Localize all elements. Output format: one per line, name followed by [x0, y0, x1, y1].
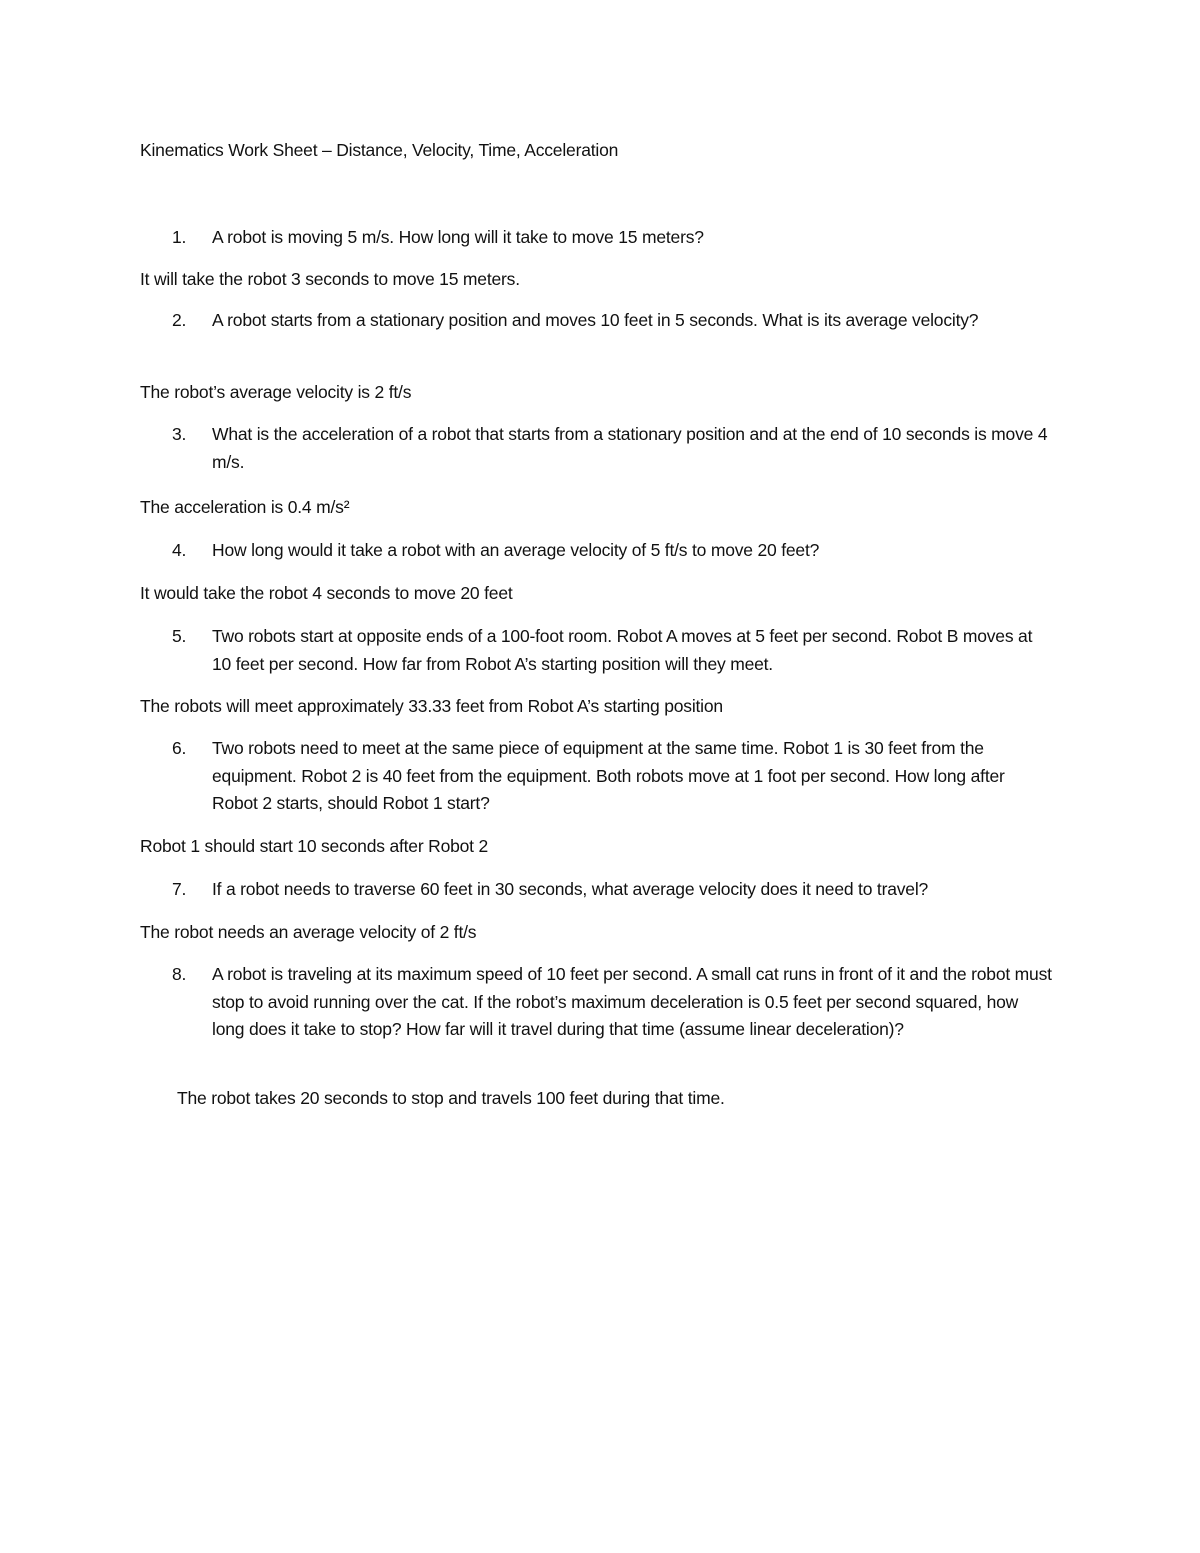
answer-3: The acceleration is 0.4 m/s² [140, 497, 350, 517]
page-title: Kinematics Work Sheet – Distance, Velocity, Time, Acceleration [140, 140, 619, 160]
question-text: If a robot needs to traverse 60 feet in 30 seconds, what average velocity does it need to travel? [212, 879, 929, 899]
answer-5: The robots will meet approximately 33.33 feet from Robot A’s starting position [140, 696, 723, 716]
question-text: What is the acceleration of a robot that starts from a stationary position and at the end of 10 seconds is move 4 m/s. [212, 424, 1048, 472]
question-5 [172, 623, 1052, 678]
question-6 [172, 735, 1052, 818]
answer-4: It would take the robot 4 seconds to move 20 feet [140, 583, 513, 603]
answer-8: The robot takes 20 seconds to stop and travels 100 feet during that time. [177, 1088, 725, 1108]
answer-6: Robot 1 should start 10 seconds after Robot 2 [140, 836, 489, 856]
question-8 [172, 961, 1052, 1044]
question-4 [172, 537, 1052, 565]
question-3 [172, 421, 1052, 476]
question-text: A robot is traveling at its maximum speed of 10 feet per second. A small cat runs in front of it and the robot must stop to avoid running over the cat. If the robot’s maximum deceleration is 0.5 feet per second squared, how long does it take to stop? How far will it travel during that time (assume linear deceleration)? [212, 964, 1052, 1039]
answer-7: The robot needs an average velocity of 2 ft/s [140, 922, 477, 942]
question-2 [172, 307, 1052, 335]
question-7 [172, 876, 1052, 904]
question-text: Two robots need to meet at the same piece of equipment at the same time. Robot 1 is 30 feet from the equipment. Robot 2 is 40 feet from the equipment. Both robots move at 1 foot per second. How long after Robot 2 starts, should Robot 1 start? [212, 738, 1005, 813]
answer-2: The robot’s average velocity is 2 ft/s [140, 382, 412, 402]
question-number: 1. [172, 227, 187, 247]
question-number: 8. [172, 964, 187, 984]
question-number: 3. [172, 424, 187, 444]
question-text: Two robots start at opposite ends of a 100-foot room. Robot A moves at 5 feet per second. Robot B moves at 10 feet per second. How far from Robot A’s starting position will they meet. [212, 626, 1033, 674]
question-text: How long would it take a robot with an average velocity of 5 ft/s to move 20 feet? [212, 540, 820, 560]
question-number: 5. [172, 626, 187, 646]
answer-1: It will take the robot 3 seconds to move 15 meters. [140, 269, 520, 289]
question-number: 6. [172, 738, 187, 758]
question-1 [172, 224, 1052, 252]
question-number: 4. [172, 540, 187, 560]
question-number: 7. [172, 879, 187, 899]
question-number: 2. [172, 310, 187, 330]
question-text: A robot is moving 5 m/s. How long will it take to move 15 meters? [212, 227, 704, 247]
question-text: A robot starts from a stationary position and moves 10 feet in 5 seconds. What is its average velocity? [212, 310, 979, 330]
